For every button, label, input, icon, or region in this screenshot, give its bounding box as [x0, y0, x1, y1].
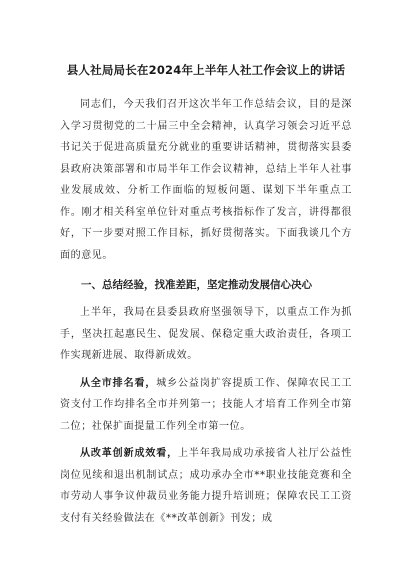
ranking-lead: 从全市排名看， — [80, 377, 157, 389]
document-title: 县人社局局长在2024年上半年人社工作会议上的讲话 — [66, 63, 346, 77]
section-heading-1: 一、总结经验，找准差距，坚定推动发展信心决心 — [81, 279, 312, 291]
ranking-body: 城乡公益岗扩容提质工作、保障农民工工资支付工作均排名全市并列第一；技能人才培育工作列全市第二位；社保扩面提量工作列全市第一位。 — [60, 377, 352, 432]
intro-paragraph: 同志们，今天我们召开这次半年工作总结会议，目的是深入学习贯彻党的二十届三中全会精神，认真学习领会习近平总书记关于促进高质量充分就业的重要讲话精神，贯彻落实县委县政府决策部署和市局半年工作会议精神，总结上半年人社事业发展成效、分析工作面临的短板问题、谋划下半年重点工作。刚才相关科室单位针对重点考核指标作了发言，讲得都很好，下一步要对照工作目标，抓好贯彻落实。下面我谈几个方面的意见。 — [60, 99, 352, 261]
ranking-paragraph — [60, 373, 352, 438]
document-page — [60, 62, 352, 529]
reform-lead: 从改革创新成效看， — [80, 448, 179, 459]
reform-body: 上半年我局成功承接省人社厅公益性岗位见续和退出机制试点；成功承办全市**职业技能竞赛和全市劳动人事争议仲裁员业务能力提升培训班；保障农民工工资支付有关经验做法在《**改革创新》刊发；成 — [60, 448, 352, 524]
section1-intro-paragraph: 上半年，我局在县委县政府坚强领导下，以重点工作为抓手，坚决扛起惠民生、促发展、保稳定重大政治责任，各项工作实现新进展、取得新成效。 — [60, 307, 352, 361]
reform-paragraph — [60, 443, 352, 529]
